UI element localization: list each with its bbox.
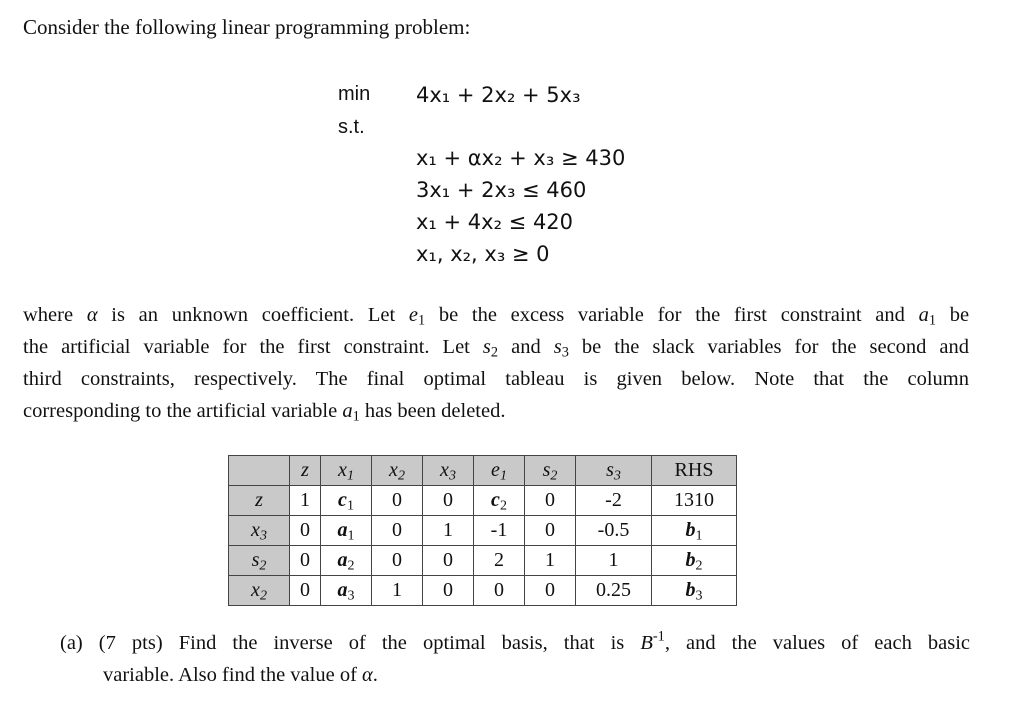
tableau-row xyxy=(229,486,737,516)
tableau-cell: $a_1$ xyxy=(321,516,372,546)
problem-description xyxy=(23,299,969,427)
tableau-cell: 1 xyxy=(576,546,652,576)
tableau-cell: $b_3$ xyxy=(652,576,737,606)
tableau-column-header: $x_2$ xyxy=(372,456,423,486)
tableau-cell: 0 xyxy=(290,576,321,606)
tableau-cell: 0 xyxy=(474,576,525,606)
tableau-cell: $a_3$ xyxy=(321,576,372,606)
tableau-cell: 1 xyxy=(290,486,321,516)
tableau-cell: 0 xyxy=(372,546,423,576)
tableau-column-header: RHS xyxy=(652,456,737,486)
tableau-cell: -0.5 xyxy=(576,516,652,546)
tableau-cell: $c_1$ xyxy=(321,486,372,516)
description-line: corresponding to the artificial variable $a_1$ has been deleted. xyxy=(23,400,506,425)
tableau-cell: 0 xyxy=(423,576,474,606)
description-line: third constraints, respectively. The final optimal tableau is given below. Note that the column xyxy=(23,368,969,390)
intro-text: Consider the following linear programming problem: xyxy=(23,15,471,39)
description-line: where α is an unknown coefficient. Let $e_1$ be the excess variable for the first constraint and $a_1$ be xyxy=(23,304,970,329)
tableau-cell: $b_1$ xyxy=(652,516,737,546)
tableau-cell: 0 xyxy=(290,546,321,576)
description-line: the artificial variable for the first constraint. Let $s_2$ and $s_3$ be the slack variables for the second and xyxy=(23,336,970,361)
tableau-header-row xyxy=(229,456,737,486)
tableau-corner xyxy=(229,456,290,486)
tableau-row xyxy=(229,576,737,606)
optimal-tableau xyxy=(228,455,737,606)
tableau-column-header: $x_3$ xyxy=(423,456,474,486)
tableau-cell: 0.25 xyxy=(576,576,652,606)
tableau-cell: 0 xyxy=(290,516,321,546)
tableau-cell: 2 xyxy=(474,546,525,576)
tableau-cell: 0 xyxy=(372,516,423,546)
constraint-1: x₁ + αx₂ + x₃ ≥ 430 xyxy=(416,146,626,170)
tableau-cell: 0 xyxy=(423,546,474,576)
tableau-cell: -1 xyxy=(474,516,525,546)
tableau-cell: 0 xyxy=(372,486,423,516)
tableau-column-header: z xyxy=(290,456,321,486)
tableau-column-header: $e_1$ xyxy=(474,456,525,486)
tableau-cell: 0 xyxy=(525,516,576,546)
tableau-row xyxy=(229,516,737,546)
tableau-cell: 1 xyxy=(423,516,474,546)
objective-function: 4x₁ + 2x₂ + 5x₃ xyxy=(416,83,581,107)
question-a xyxy=(60,627,970,691)
tableau-cell: $a_2$ xyxy=(321,546,372,576)
tableau-cell: 0 xyxy=(525,486,576,516)
tableau-row xyxy=(229,546,737,576)
question-line: (a) (7 pts) Find the inverse of the optimal basis, that is $B^{-1}$, and the values of each basic xyxy=(60,628,970,654)
tableau-row-basic-variable: z xyxy=(229,486,290,516)
tableau-cell: 1 xyxy=(525,546,576,576)
tableau-column-header: $x_1$ xyxy=(321,456,372,486)
tableau-cell: $b_2$ xyxy=(652,546,737,576)
tableau-cell: -2 xyxy=(576,486,652,516)
question-line: variable. Also find the value of α. xyxy=(103,664,378,686)
tableau-row-basic-variable: $x_2$ xyxy=(229,576,290,606)
nonnegativity-constraint: x₁, x₂, x₃ ≥ 0 xyxy=(416,242,550,266)
tableau-column-header: $s_2$ xyxy=(525,456,576,486)
tableau-cell: 1310 xyxy=(652,486,737,516)
constraint-2: 3x₁ + 2x₃ ≤ 460 xyxy=(416,178,587,202)
tableau-cell: 1 xyxy=(372,576,423,606)
tableau-cell: $c_2$ xyxy=(474,486,525,516)
tableau-row-basic-variable: $x_3$ xyxy=(229,516,290,546)
tableau-column-header: $s_3$ xyxy=(576,456,652,486)
tableau-cell: 0 xyxy=(525,576,576,606)
tableau-cell: 0 xyxy=(423,486,474,516)
constraint-3: x₁ + 4x₂ ≤ 420 xyxy=(416,210,574,234)
st-label: s.t. xyxy=(338,116,365,138)
tableau-row-basic-variable: $s_2$ xyxy=(229,546,290,576)
min-label: min xyxy=(338,83,371,105)
